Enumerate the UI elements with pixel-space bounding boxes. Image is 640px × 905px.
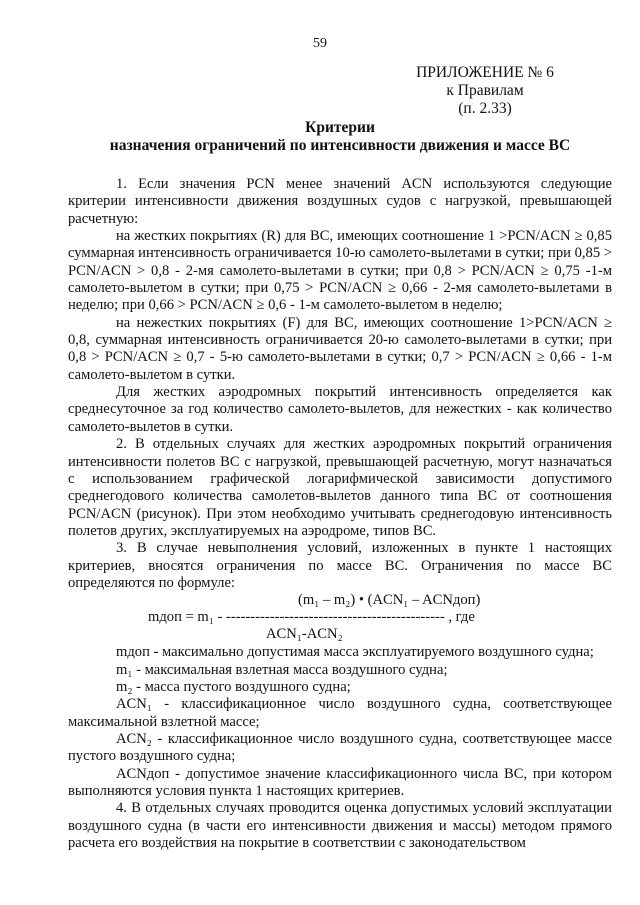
formula-lhs: mдоп = m₁ - --------------------------------------------- , где — [148, 609, 475, 626]
title-line-2: назначения ограничений по интенсивности движения и массе ВС — [109, 137, 571, 154]
appendix-header — [390, 64, 580, 118]
appendix-rules-ref: к Правилам — [446, 82, 524, 99]
paragraph-4: 4. В отдельных случаях проводится оценка допустимых условий эксплуатации воздушного судна (в части его интенсивности движения и массы) методом прямого расчета его воздействия на покрытие в соответствии с законодательством — [68, 800, 612, 852]
paragraph-1: 1. Если значения PCN менее значений ACN используются следующие критерии интенсивности движения воздушных судов с нагрузкой, превышающей расчетную: — [68, 176, 612, 227]
title-line-1: Критерии — [305, 119, 375, 136]
appendix-clause-ref: (п. 2.33) — [458, 100, 512, 117]
paragraph-rigid: на жестких покрытиях (R) для ВС, имеющих соотношение 1 >PCN/ACN ≥ 0,85 суммарная интенсивность ограничивается 10-ю самолето-вылетами в сутки; при 0,85 > PCN/ACN > 0,8 - 2-мя самолето-вылетами в сутки; при 0,8 > PCN/ACN ≥ 0,75 -1-м самолето-вылетом в сутки; при 0,75 > PCN/ACN ≥ 0,66 - 2-мя самолето-вылетами в неделю; при 0,66 > PCN/ACN ≥ 0,6 - 1-м самолето-вылетом в неделю; — [68, 228, 612, 314]
def-m-dop: mдоп - максимально допустимая масса эксплуатируемого воздушного судна; — [116, 644, 594, 661]
paragraph-2: 2. В отдельных случаях для жестких аэродромных покрытий ограничения интенсивности полетов ВС с нагрузкой, превышающей расчетную, могут назначаться с использованием графической логарифмической зависимости допустимого среднегодового количества самолетов-вылетов данного типа ВС от соотношения PCN/ACN (рисунок). При этом необходимо учитывать среднегодовую интенсивность полетов других, эксплуатируемых на аэродроме, типов ВС. — [68, 436, 612, 539]
def-m1: m₁ - максимальная взлетная масса воздушного судна; — [116, 661, 448, 678]
mass-formula — [68, 592, 612, 644]
formula-denominator: ACN₁-ACN₂ — [266, 626, 343, 643]
document-body — [68, 176, 612, 852]
paragraph-flexible: на нежестких покрытиях (F) для ВС, имеющих соотношение 1>PCN/ACN ≥ 0,8, суммарная интенсивность ограничивается 20-ю самолето-вылетами в сутки; при 0,8 > PCN/ACN ≥ 0,7 - 5-ю самолето-вылетами в сутки; 0,7 > PCN/ACN ≥ 0,66 - 1-м самолето-вылетом в сутки. — [68, 314, 612, 383]
def-acn2: ACN₂ - классификационное число воздушного судна, соответствующее массе пустого воздушного судна; — [68, 730, 612, 765]
document-title — [0, 119, 640, 155]
paragraph-3: 3. В случае невыполнения условий, изложенных в пункте 1 настоящих критериев, вносятся ограничения по массе ВС. Ограничения по массе ВС определяются по формуле: — [68, 540, 612, 591]
paragraph-intensity: Для жестких аэродромных покрытий интенсивность определяется как среднесуточное за год количество самолето-вылетов, для нежестких - как количество самолето-вылетов в сутки. — [68, 384, 612, 435]
page-number: 59 — [313, 36, 327, 51]
def-acn-dop: ACNдоп - допустимое значение классификационного числа ВС, при котором выполняются условия пункта 1 настоящих критериев. — [68, 765, 612, 799]
formula-numerator: (m₁ – m₂) • (ACN₁ – ACNдоп) — [298, 592, 481, 609]
appendix-title: ПРИЛОЖЕНИЕ № 6 — [416, 64, 554, 81]
def-m2: m₂ - масса пустого воздушного судна; — [116, 678, 351, 695]
def-acn1: ACN₁ - классификационное число воздушного судна, соответствующее максимальной взлетной массе; — [68, 696, 612, 730]
